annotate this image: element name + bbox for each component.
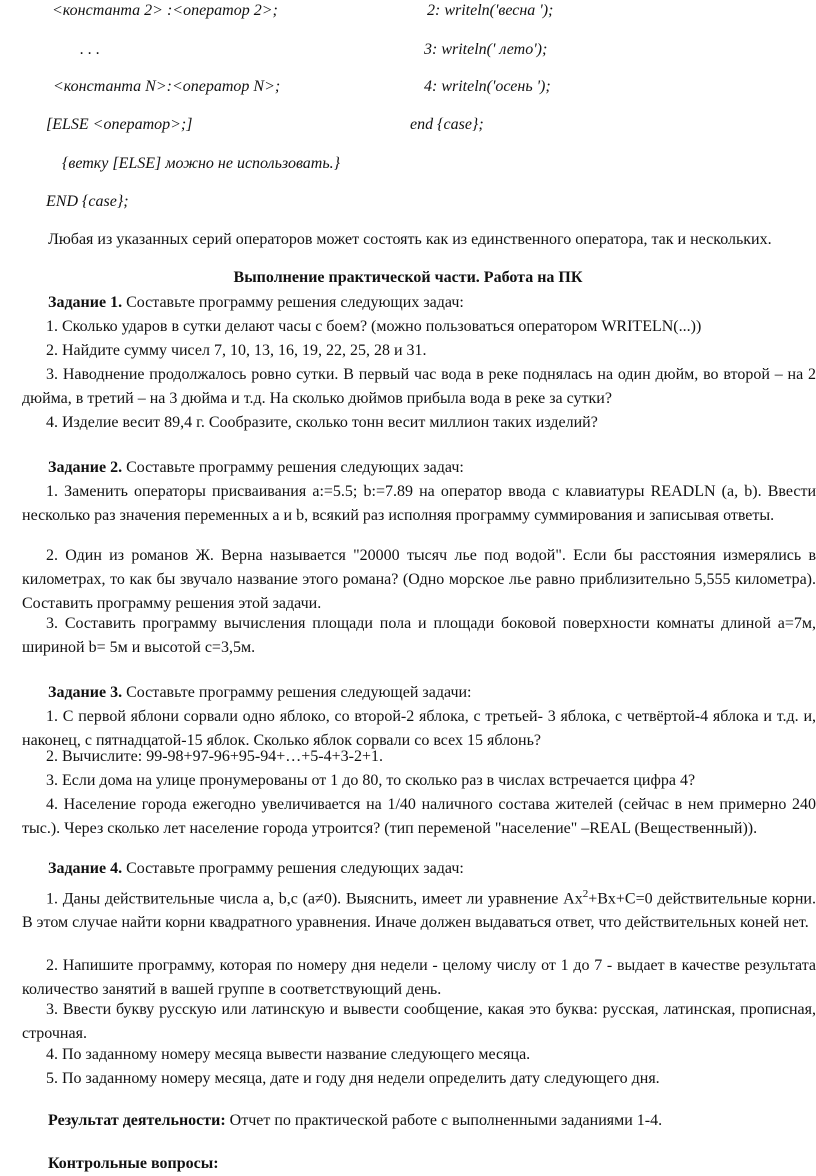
task4-label: Задание 4. bbox=[48, 860, 123, 877]
task1-heading bbox=[48, 291, 816, 315]
task3-item-3: 3. Если дома на улице пронумерованы от 1 до 80, то сколько раз в числах встречается цифра 4? bbox=[46, 772, 696, 789]
task4-item-5: 5. По заданному номеру месяца, дате и году дня недели определить дату следующего дня. bbox=[46, 1070, 660, 1087]
syntax-line-4: [ELSE <оператор>;] bbox=[46, 116, 193, 133]
section-title: Выполнение практической части. Работа на ПК bbox=[233, 269, 583, 286]
task1-label: Задание 1. bbox=[48, 294, 123, 311]
task4-item-1-text-b: +Bx+C=0 действительные корни. В этом случае найти корни квадратного уравнения. Иначе должен выдаваться ответ, что действительных коней нет. bbox=[22, 890, 816, 932]
result-label: Результат деятельности: bbox=[48, 1112, 226, 1129]
syntax-line-1: <константа 2> :<оператор 2>; bbox=[52, 2, 278, 19]
example-line-3: 4: writeln('осень '); bbox=[424, 78, 551, 95]
task4-item-4: 4. По заданному номеру месяца вывести название следующего месяца. bbox=[46, 1046, 531, 1063]
task2-item-1: 1. Заменить операторы присваивания a:=5.5; b:=7.89 на оператор ввода с клавиатуры READLN (a, b). Ввести несколько раз значения переменных a и b, всякий раз исполняя программу суммирования и записывая ответы. bbox=[22, 483, 816, 524]
task3-heading bbox=[48, 681, 816, 705]
task2-item-2: 2. Один из романов Ж. Верна называется "20000 тысяч лье под водой". Если бы расстояния измерялись в километрах, то как бы звучало название этого романа? (Одно морское лье равно приблизительно 5,555 километра). Составить программу решения этой задачи. bbox=[22, 547, 816, 612]
example-line-1: 2: writeln('весна '); bbox=[427, 2, 554, 19]
task3-intro: Составьте программу решения следующей задачи: bbox=[122, 684, 472, 701]
result-line bbox=[48, 1109, 816, 1133]
task1-item-2: 2. Найдите сумму чисел 7, 10, 13, 16, 19, 22, 25, 28 и 31. bbox=[46, 342, 427, 359]
task1-item-1: 1. Сколько ударов в сутки делают часы с боем? (можно пользоваться оператором WRITELN(...)) bbox=[46, 318, 702, 335]
syntax-line-3: <константа N>:<оператор N>; bbox=[53, 78, 281, 95]
exponent: 2 bbox=[582, 888, 589, 900]
example-line-4: end {case}; bbox=[410, 116, 484, 133]
control-questions-heading: Контрольные вопросы: bbox=[48, 1155, 219, 1172]
syntax-end: END {case}; bbox=[46, 193, 129, 210]
task4-item-2: 2. Напишите программу, которая по номеру дня недели - целому числу от 1 до 7 - выдает в качестве результата количество занятий в вашей группе в соответствующий день. bbox=[22, 957, 816, 998]
task3-item-1: 1. С первой яблони сорвали одно яблоко, со второй-2 яблока, с третьей- 3 яблока, с четвёртой-4 яблока и т.д. и, наконец, с пятнадцатой-15 яблок. Сколько яблок сорвали со всех 15 яблонь? bbox=[22, 708, 816, 749]
task4-item-1-text-a: 1. Даны действительные числа a, b,c (a≠0). Выяснить, имеет ли уравнение Аx bbox=[46, 890, 583, 908]
task2-intro: Составьте программу решения следующих задач: bbox=[122, 459, 464, 476]
task1-intro: Составьте программу решения следующих задач: bbox=[122, 294, 464, 311]
note-text: Любая из указанных серий операторов может состоять как из единственного оператора, так и нескольких. bbox=[48, 231, 772, 248]
task1-item-4: 4. Изделие весит 89,4 г. Сообразите, сколько тонн весит миллион таких изделий? bbox=[46, 414, 598, 431]
result-text: Отчет по практической работе с выполненными заданиями 1-4. bbox=[225, 1112, 663, 1129]
task4-heading bbox=[48, 857, 816, 881]
syntax-line-2: . . . bbox=[80, 41, 100, 58]
task3-item-4: 4. Население города ежегодно увеличивается на 1/40 наличного состава жителей (сейчас в нем примерно 240 тыс.). Через сколько лет население города утроится? (тип переменой "население" –REAL (Вещественный)). bbox=[22, 796, 816, 837]
task3-label: Задание 3. bbox=[48, 684, 123, 701]
task4-intro: Составьте программу решения следующих задач: bbox=[122, 860, 464, 877]
task4-item-1 bbox=[22, 882, 816, 935]
syntax-comment: {ветку [ELSE] можно не использовать.} bbox=[62, 155, 341, 172]
task2-item-3: 3. Составить программу вычисления площади пола и площади боковой поверхности комнаты длиной а=7м, шириной b= 5м и высотой с=3,5м. bbox=[22, 615, 816, 656]
example-line-2: 3: writeln(' лето'); bbox=[424, 41, 548, 58]
task3-item-2: 2. Вычислите: 99-98+97-96+95-94+…+5-4+3-2+1. bbox=[46, 748, 383, 765]
task2-heading bbox=[48, 456, 816, 480]
task4-item-3: 3. Ввести букву русскую или латинскую и вывести сообщение, какая это буква: русская, латинская, прописная, строчная. bbox=[22, 1001, 816, 1042]
task1-item-3: 3. Наводнение продолжалось ровно сутки. В первый час вода в реке поднялась на один дюйм, во второй – на 2 дюйма, в третий – на 3 дюйма и т.д. На сколько дюймов прибыла вода в реке за сутки? bbox=[22, 366, 816, 407]
task2-label: Задание 2. bbox=[48, 459, 123, 476]
